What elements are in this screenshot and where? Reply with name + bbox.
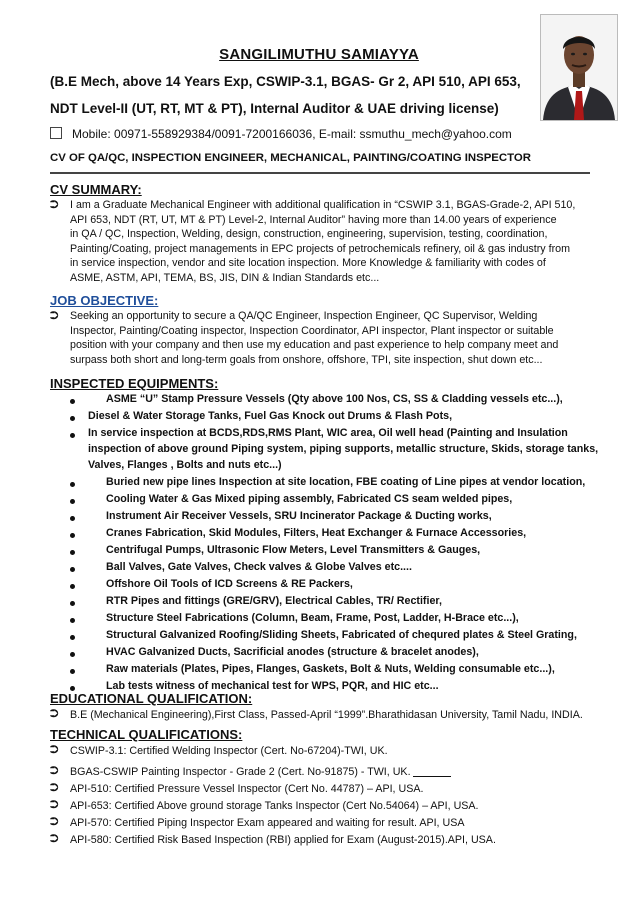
credentials-line-2: NDT Level-II (UT, RT, MT & PT), Internal Auditor & UAE driving license) bbox=[50, 101, 499, 116]
summary-line: API 653, NDT (RT, UT, MT & PT) Level-2, Internal Auditor” having more than 14.00 years of experience bbox=[70, 213, 557, 226]
education-line: B.E (Mechanical Engineering),First Class, Passed-April “1999”.Bharathidasan University, Tamil Nadu, INDIA. bbox=[70, 709, 583, 721]
bullet-icon bbox=[70, 550, 75, 555]
equipment-item: Cranes Fabrication, Skid Modules, Filters, Heat Exchanger & Furnace Accessories, bbox=[106, 527, 527, 539]
bullet-icon bbox=[70, 516, 75, 521]
equipment-item: Structural Galvanized Roofing/Sliding Sheets, Fabricated of chequred plates & Steel Grating, bbox=[106, 629, 577, 641]
summary-line: in service inspection, vendor and site location inspection. More Knowledge & familiarity with codes of bbox=[70, 257, 546, 270]
credentials-line-1: (B.E Mech, above 14 Years Exp, CSWIP-3.1, BGAS- Gr 2, API 510, API 653, bbox=[50, 74, 521, 89]
summary-line: in QA / QC, Inspection, Welding, design, construction, engineering, supervision, testing, coordination, bbox=[70, 228, 548, 241]
equipment-item: Raw materials (Plates, Pipes, Flanges, Gaskets, Bolt & Nuts, Welding consumable etc...), bbox=[106, 663, 555, 675]
objective-line: surpass both short and long-term goals from onshore, offshore, TPI, site inspection, shut down etc... bbox=[70, 353, 543, 366]
technical-item-text: BGAS-CSWIP Painting Inspector - Grade 2 (Cert. No-91875) - TWI, UK. bbox=[70, 766, 411, 778]
arrow-icon: ⮊ bbox=[50, 782, 59, 794]
cv-role-line: CV OF QA/QC, INSPECTION ENGINEER, MECHANICAL, PAINTING/COATING INSPECTOR bbox=[50, 152, 531, 164]
technical-item: API-510: Certified Pressure Vessel Inspector (Cert No. 44787) – API, USA. bbox=[70, 783, 424, 795]
educational-qualification-heading: EDUCATIONAL QUALIFICATION: bbox=[50, 691, 253, 706]
equipment-item: Valves, Flanges , Bolts and nuts etc...) bbox=[88, 459, 282, 471]
arrow-icon: ⮊ bbox=[50, 765, 59, 777]
bullet-icon bbox=[70, 433, 75, 438]
arrow-icon: ⮊ bbox=[50, 799, 59, 811]
job-objective-heading: JOB OBJECTIVE: bbox=[50, 293, 159, 308]
bullet-icon bbox=[70, 499, 75, 504]
summary-line: Painting/Coating, project managements in EPC projects of petrochemicals refinery, oil & gas industry from bbox=[70, 242, 570, 255]
bullet-icon bbox=[70, 652, 75, 657]
contact-text: Mobile: 00971-558929384/0091-7200166036, E-mail: ssmuthu_mech@yahoo.com bbox=[72, 127, 512, 141]
equipment-item: ASME “U” Stamp Pressure Vessels (Qty above 100 Nos, CS, SS & Cladding vessels etc...), bbox=[106, 393, 563, 405]
summary-line: I am a Graduate Mechanical Engineer with additional qualification in “CSWIP 3.1, BGAS-Grade-2, API 510, bbox=[70, 199, 576, 211]
divider bbox=[50, 172, 590, 174]
bullet-icon bbox=[70, 635, 75, 640]
equipment-item: Instrument Air Receiver Vessels, SRU Incinerator Package & Ducting works, bbox=[106, 510, 492, 522]
equipment-item: Diesel & Water Storage Tanks, Fuel Gas Knock out Drums & Flash Pots, bbox=[88, 410, 453, 422]
bullet-icon bbox=[70, 416, 75, 421]
technical-item: CSWIP-3.1: Certified Welding Inspector (Cert. No-67204)-TWI, UK. bbox=[70, 745, 388, 757]
arrow-icon: ⮊ bbox=[50, 833, 59, 845]
arrow-icon: ⮊ bbox=[50, 816, 59, 828]
cv-summary-text bbox=[70, 198, 588, 286]
equipment-item: Buried new pipe lines Inspection at site location, FBE coating of Line pipes at vendor location, bbox=[106, 476, 586, 488]
objective-line: position with your company and then use my education and past experience to help company meet and bbox=[70, 339, 559, 352]
technical-item: API-580: Certified Risk Based Inspection (RBI) applied for Exam (August-2015).API, USA. bbox=[70, 834, 496, 846]
technical-item bbox=[70, 766, 451, 778]
bullet-icon bbox=[70, 601, 75, 606]
equipment-item: Offshore Oil Tools of ICD Screens & RE Packers, bbox=[106, 578, 353, 590]
equipment-item: Lab tests witness of mechanical test for WPS, PQR, and HIC etc... bbox=[106, 680, 439, 692]
candidate-name: SANGILIMUTHU SAMIAYYA bbox=[219, 46, 419, 63]
equipment-item: HVAC Galvanized Ducts, Sacrificial anodes (structure & bracelet anodes), bbox=[106, 646, 479, 658]
bullet-icon bbox=[70, 567, 75, 572]
profile-photo bbox=[540, 14, 618, 121]
arrow-icon: ⮊ bbox=[50, 708, 59, 720]
job-objective-text bbox=[70, 309, 588, 367]
cv-summary-heading: CV SUMMARY: bbox=[50, 182, 142, 197]
equipment-item: Ball Valves, Gate Valves, Check valves & Globe Valves etc.... bbox=[106, 561, 412, 573]
bullet-icon bbox=[70, 669, 75, 674]
bullet-icon bbox=[70, 618, 75, 623]
summary-line: ASME, ASTM, API, TEMA, BS, JIS, DIN & Indian Standards etc... bbox=[70, 271, 380, 284]
equipment-item: Structure Steel Fabrications (Column, Beam, Frame, Post, Ladder, H-Brace etc...), bbox=[106, 612, 519, 624]
arrow-icon: ⮊ bbox=[50, 744, 59, 756]
bullet-icon bbox=[70, 533, 75, 538]
technical-item: API-653: Certified Above ground storage Tanks Inspector (Cert No.54064) – API, USA. bbox=[70, 800, 479, 812]
arrow-icon: ⮊ bbox=[50, 199, 59, 211]
inspected-equipments-heading: INSPECTED EQUIPMENTS: bbox=[50, 376, 219, 391]
phone-icon bbox=[50, 127, 62, 139]
equipment-item: inspection of above ground Piping system, piping supports, metallic structure, Skids, storage tanks, bbox=[88, 443, 599, 455]
equipment-item: Cooling Water & Gas Mixed piping assembly, Fabricated CS seam welded pipes, bbox=[106, 493, 513, 505]
objective-line: Inspector, Painting/Coating inspector, Inspection Coordinator, API inspector, Plant inspector or suitable bbox=[70, 324, 554, 337]
equipment-item: RTR Pipes and fittings (GRE/GRV), Electrical Cables, TR/ Rectifier, bbox=[106, 595, 442, 607]
portrait-image bbox=[541, 15, 617, 120]
objective-line: Seeking an opportunity to secure a QA/QC Engineer, Inspection Engineer, QC Supervisor, Welding bbox=[70, 310, 538, 322]
technical-qualifications-heading: TECHNICAL QUALIFICATIONS: bbox=[50, 727, 243, 742]
underline-blank bbox=[413, 776, 451, 777]
bullet-icon bbox=[70, 584, 75, 589]
arrow-icon: ⮊ bbox=[50, 310, 59, 322]
bullet-icon bbox=[70, 482, 75, 487]
technical-item: API-570: Certified Piping Inspector Exam appeared and waiting for result. API, USA bbox=[70, 817, 465, 829]
bullet-icon bbox=[70, 399, 75, 404]
equipment-item: Centrifugal Pumps, Ultrasonic Flow Meters, Level Transmitters & Gauges, bbox=[106, 544, 481, 556]
contact-line bbox=[50, 127, 512, 141]
equipment-item: In service inspection at BCDS,RDS,RMS Plant, WIC area, Oil well head (Painting and Insulation bbox=[88, 427, 568, 439]
